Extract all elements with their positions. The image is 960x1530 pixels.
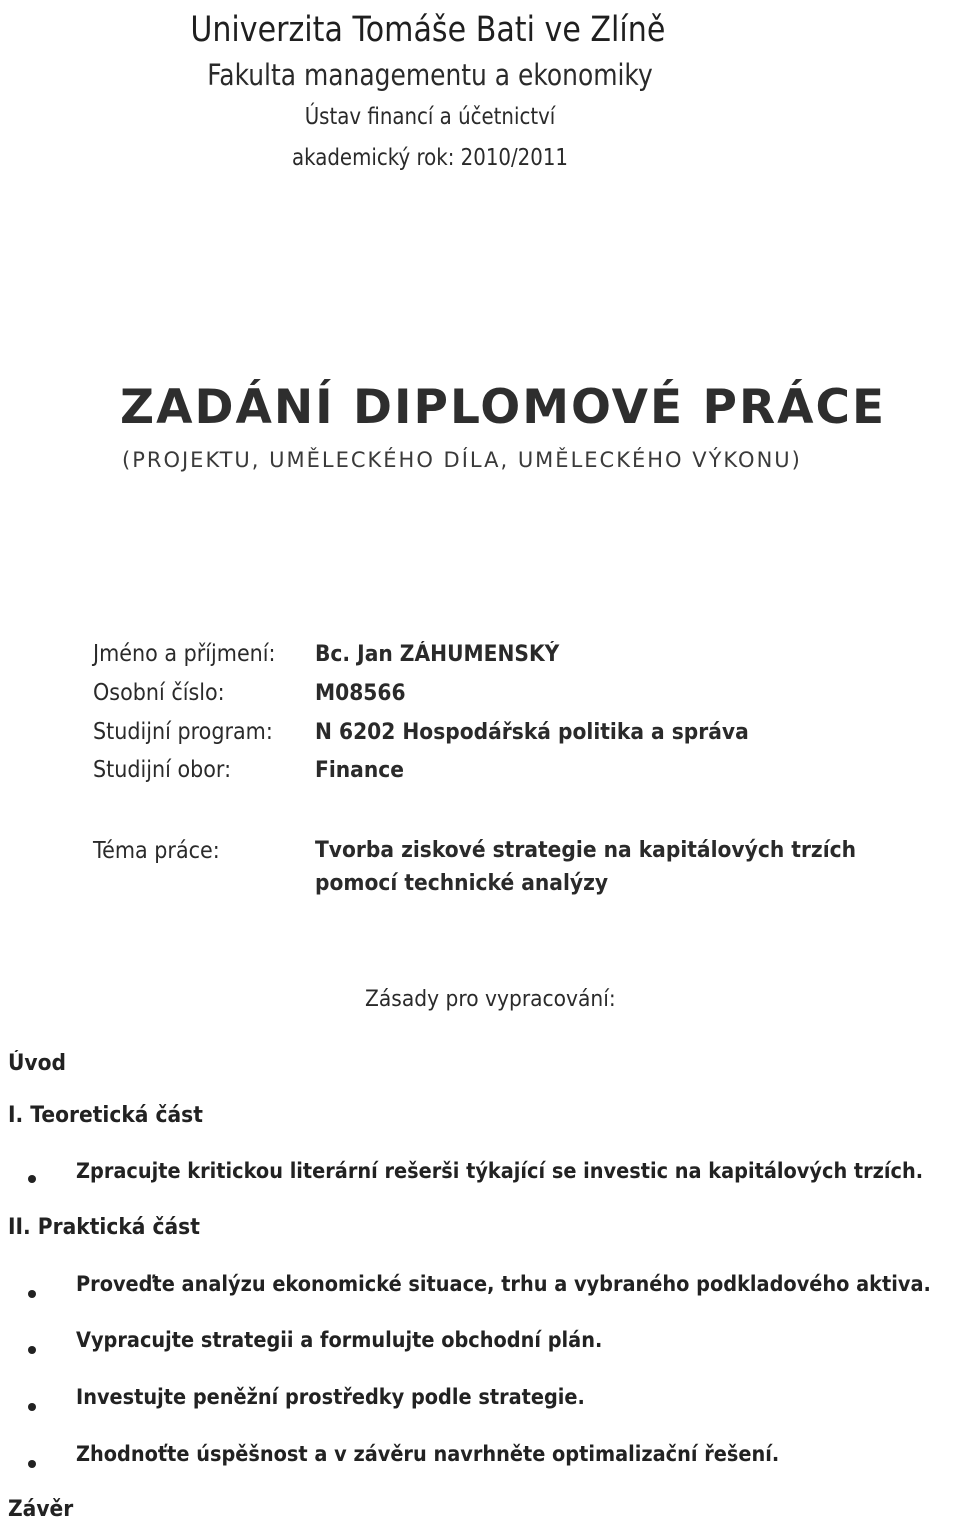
principles-heading: Zásady pro vypracování:: [365, 987, 616, 1012]
list-item: Zpracujte kritickou literární rešerši týkající se investic na kapitálových trzích.: [76, 1159, 924, 1183]
part2-heading: II. Praktická část: [8, 1215, 200, 1240]
name-value: Bc. Jan ZÁHUMENSKÝ: [315, 642, 560, 667]
list-item: Zhodnoťte úspěšnost a v závěru navrhněte optimalizační řešení.: [76, 1442, 780, 1466]
bullet-icon: [28, 1460, 36, 1468]
bullet-icon: [28, 1403, 36, 1411]
id-label: Osobní číslo:: [93, 680, 225, 706]
topic-line-1: Tvorba ziskové strategie na kapitálových trzích: [315, 838, 857, 863]
intro-heading: Úvod: [8, 1051, 67, 1076]
bullet-icon: [28, 1346, 36, 1354]
bullet-icon: [28, 1175, 36, 1183]
part1-heading: I. Teoretická část: [8, 1103, 203, 1128]
program-value: N 6202 Hospodářská politika a správa: [315, 720, 749, 745]
id-value: M08566: [315, 681, 406, 706]
document-title: ZADÁNÍ DIPLOMOVÉ PRÁCE: [120, 380, 887, 435]
topic-label: Téma práce:: [93, 838, 220, 864]
name-label: Jméno a příjmení:: [93, 641, 276, 667]
list-item: Vypracujte strategii a formulujte obchodní plán.: [76, 1328, 603, 1352]
field-label: Studijní obor:: [93, 757, 232, 783]
document-subtitle: (PROJEKTU, UMĚLECKÉHO DÍLA, UMĚLECKÉHO VÝKONU): [122, 448, 802, 472]
faculty-name: Fakulta managementu a ekonomiky: [207, 58, 653, 92]
list-item: Proveďte analýzu ekonomické situace, trhu a vybraného podkladového aktiva.: [76, 1272, 931, 1296]
institute-name: Ústav financí a účetnictví: [304, 104, 556, 130]
conclusion-heading: Závěr: [8, 1497, 74, 1522]
field-value: Finance: [315, 758, 404, 783]
academic-year: akademický rok: 2010/2011: [291, 145, 569, 171]
topic-line-2: pomocí technické analýzy: [315, 871, 609, 896]
bullet-icon: [28, 1290, 36, 1298]
list-item: Investujte peněžní prostředky podle strategie.: [76, 1385, 585, 1409]
program-label: Studijní program:: [93, 719, 273, 745]
university-name: Univerzita Tomáše Bati ve Zlíně: [190, 10, 666, 50]
